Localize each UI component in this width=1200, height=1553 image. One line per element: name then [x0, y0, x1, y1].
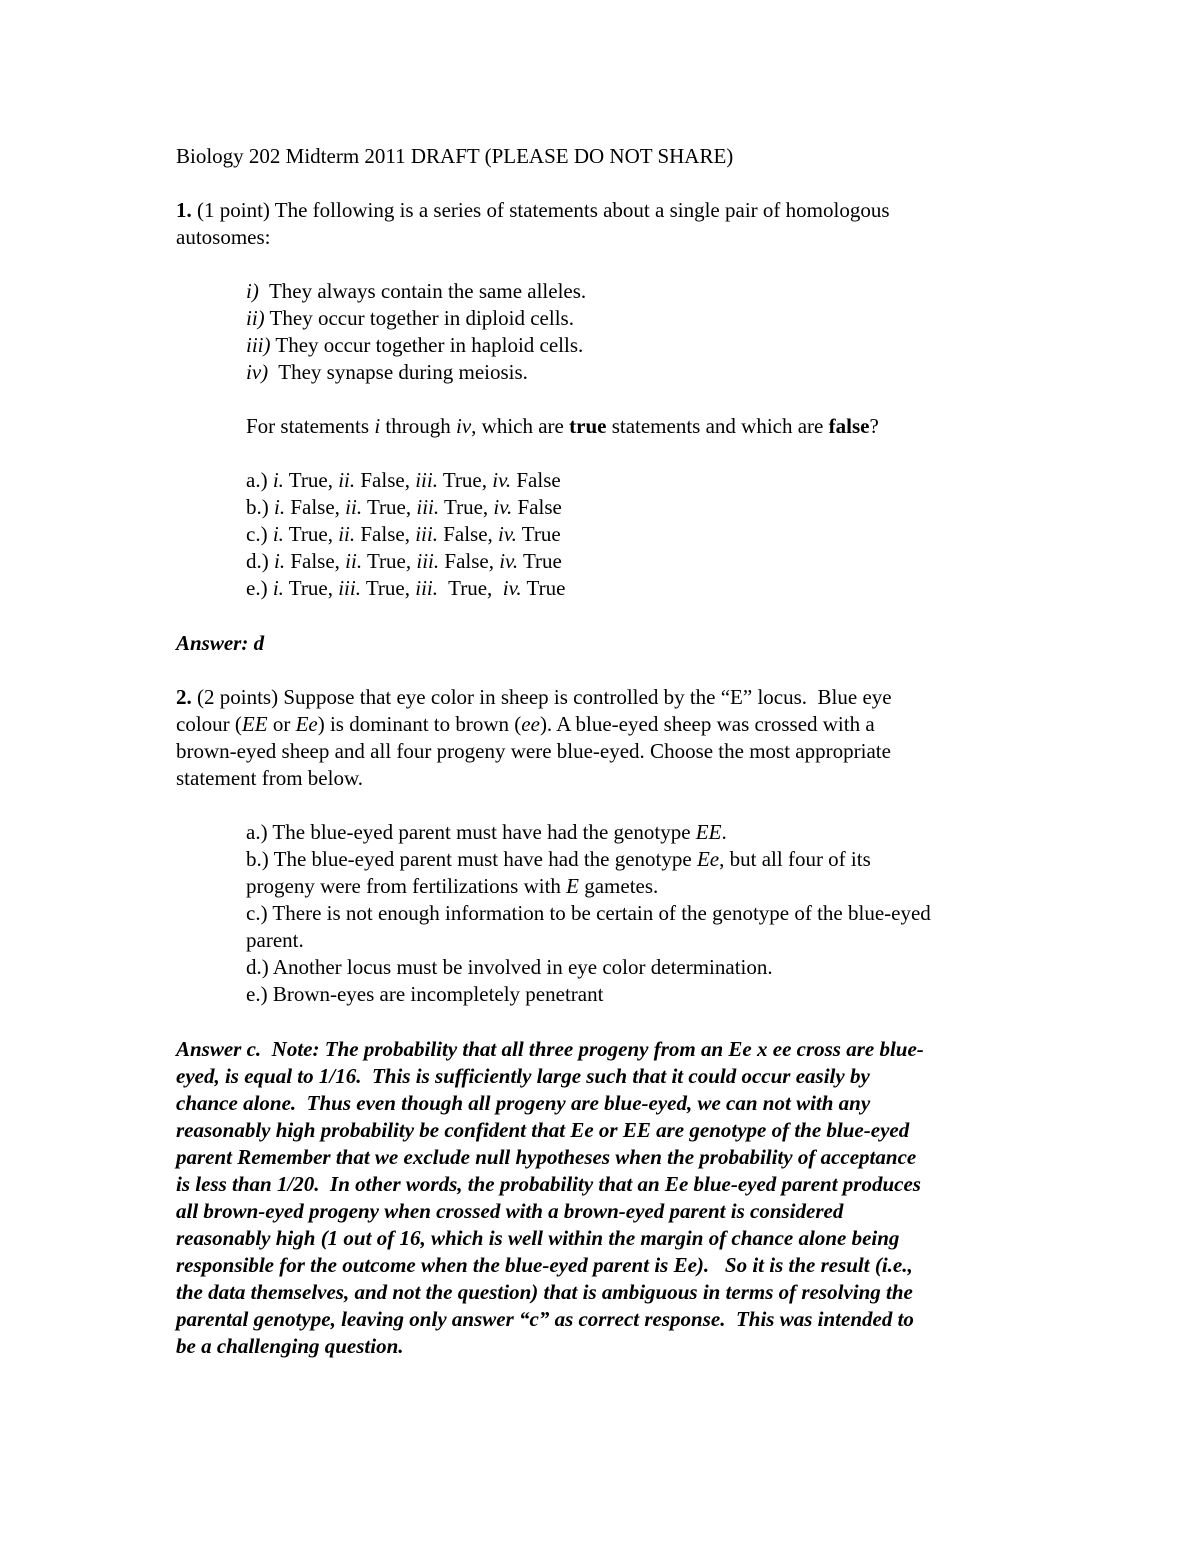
- option-item-continued: progeny were from fertilizations with E gametes.: [246, 874, 659, 898]
- option-item: a.) i. True, ii. False, iii. True, iv. False: [246, 468, 561, 492]
- question-1-options: [246, 467, 1036, 602]
- question-2-number: 2.: [176, 685, 192, 709]
- statement-item: i) They always contain the same alleles.: [246, 279, 587, 303]
- question-1-prompt: For statements i through iv, which are true statements and which are false?: [246, 414, 879, 438]
- option-item: e.) Brown-eyes are incompletely penetrant: [246, 982, 604, 1006]
- question-1-text-line1: (1 point) The following is a series of statements about a single pair of homologous: [191, 198, 890, 222]
- question-2-stem: 2. (2 points) Suppose that eye color in sheep is controlled by the “E” locus. Blue eye colour (EE or Ee) is dominant to brown (ee). A blue-eyed sheep was crossed with a brown-eyed sheep and all four progeny were blue-eyed. Choose the most appropriate statement from below.: [176, 685, 892, 790]
- option-item: b.) i. False, ii. True, iii. True, iv. False: [246, 495, 562, 519]
- option-item-continued: parent.: [246, 928, 304, 952]
- question-1-number: 1.: [176, 198, 192, 222]
- option-item: e.) i. True, iii. True, iii. True, iv. True: [246, 576, 566, 600]
- title-text: Biology 202 Midterm 2011 DRAFT (PLEASE DO NOT SHARE): [176, 144, 734, 168]
- question-2-answer: Answer c. Note: The probability that all three progeny from an Ee x ee cross are blue- eyed, is equal to 1/16. This is sufficiently large such that it could occur easily by chance alone. Thus even though all progeny are blue-eyed, we can not with any reasonably high probability be confident that Ee or EE are genotype of the blue-eyed parent Remember that we exclude null hypotheses when the probability of acceptance is less than 1/20. In other words, the probability that an Ee blue-eyed parent produces all brown-eyed progeny when crossed with a brown-eyed parent is considered reasonably high (1 out of 16, which is well within the margin of chance alone being responsible for the outcome when the blue-eyed parent is Ee). So it is the result (i.e., the data themselves, and not the question) that is ambiguous in terms of resolving the parental genotype, leaving only answer “c” as correct response. This was intended to be a challenging question.: [176, 1037, 924, 1358]
- statement-item: ii) They occur together in diploid cells.: [246, 306, 574, 330]
- option-item: c.) There is not enough information to be certain of the genotype of the blue-eyed: [246, 901, 931, 925]
- question-1-answer: Answer: d: [176, 631, 265, 655]
- statement-item: iii) They occur together in haploid cells.: [246, 333, 584, 357]
- option-item: d.) i. False, ii. True, iii. False, iv. True: [246, 549, 562, 573]
- statement-item: iv) They synapse during meiosis.: [246, 360, 528, 384]
- question-1-intro: [176, 197, 1026, 251]
- option-item: a.) The blue-eyed parent must have had the genotype EE.: [246, 820, 727, 844]
- option-item: c.) i. True, ii. False, iii. False, iv. True: [246, 522, 561, 546]
- question-1-text-line2: autosomes:: [176, 225, 271, 249]
- question-2-options: [246, 819, 1036, 1008]
- document-title: [176, 143, 1026, 170]
- option-item: d.) Another locus must be involved in eye color determination.: [246, 955, 773, 979]
- question-1-statements: [246, 278, 1036, 386]
- option-item: b.) The blue-eyed parent must have had the genotype Ee, but all four of its: [246, 847, 871, 871]
